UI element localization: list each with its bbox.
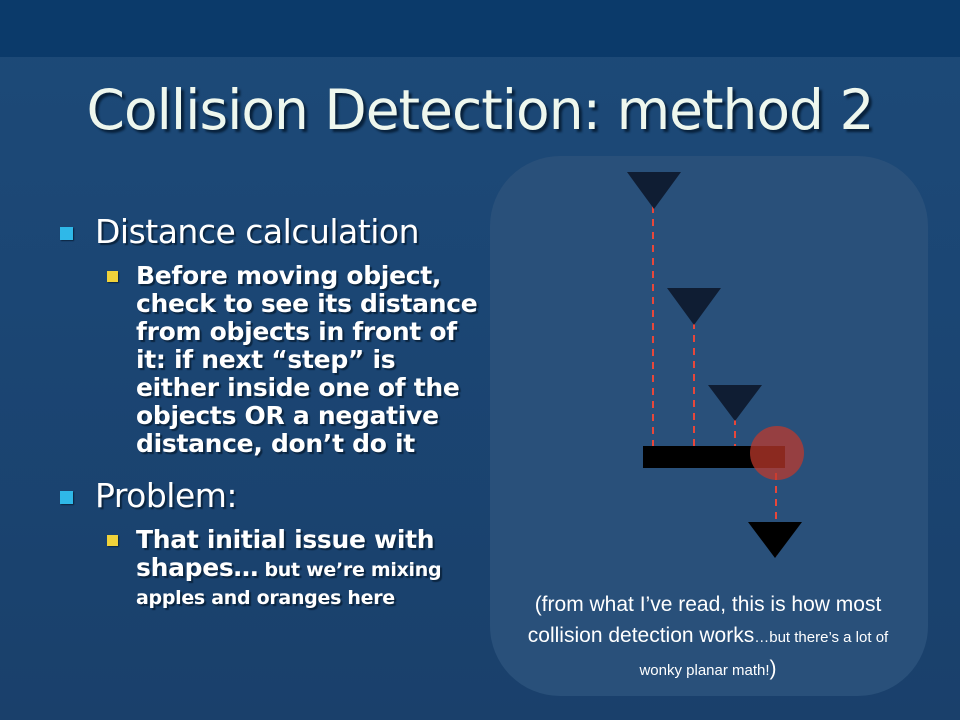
sub-bullet-text: Before moving object, check to see its distance from objects in front of it: if next “step” is either inside one of the objects OR a negative distance, don’t do it (136, 261, 478, 458)
bullet-text: Problem: (95, 476, 238, 515)
triangle-step-4 (748, 522, 802, 558)
bullet-text: Distance calculation (95, 212, 419, 251)
triangle-step-3 (708, 385, 762, 421)
caption-end: ) (769, 657, 777, 680)
triangle-step-2 (667, 288, 721, 325)
diagram-caption (508, 589, 908, 686)
caption-main: (from what I’ve read, this is how most collision detection works (527, 593, 882, 647)
sub-bullet-text: That initial issue with shapes… (136, 525, 435, 582)
triangle-step-1 (627, 172, 681, 209)
collision-circle (750, 426, 804, 480)
sub-bullet-small-text: but we’re mixing apples and oranges here (136, 559, 442, 609)
caption-small: …but there’s a lot of wonky planar math! (639, 629, 889, 679)
slide-title: Collision Detection: method 2 (86, 78, 874, 142)
